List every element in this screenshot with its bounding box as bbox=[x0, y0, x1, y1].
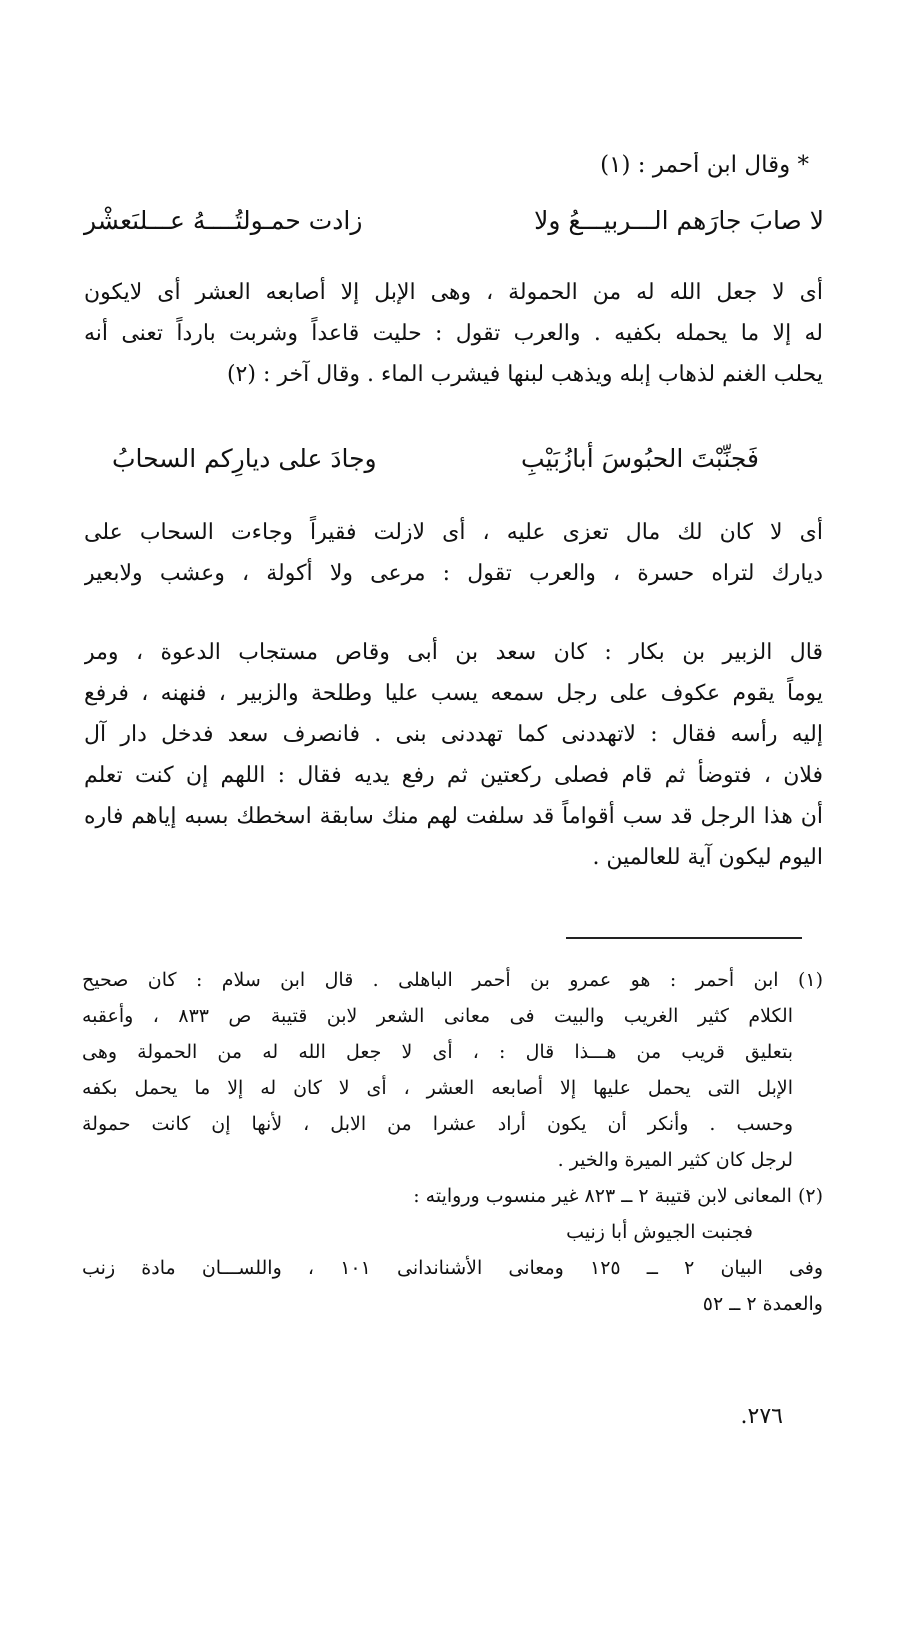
footnote-line: فجنبت الجيوش أبا زنيب bbox=[566, 1221, 753, 1243]
page-number: .٢٧٦ bbox=[740, 1404, 783, 1429]
footnotes bbox=[82, 962, 823, 1322]
footnote-line: وحسب . وأنكر أن يكون أراد عشرا من الابل ، لأنها إن كانت حمولة bbox=[82, 1113, 793, 1135]
paragraph-line: أى لا كان لك مال تعزى عليه ، أى لازلت فقيراً وجاءت السحاب على bbox=[84, 520, 823, 545]
intro-line: * وقال ابن أحمر : (١) bbox=[600, 152, 809, 178]
paragraph-line: قال الزبير بن بكار : كان سعد بن أبى وقاص مستجاب الدعوة ، ومر bbox=[84, 640, 823, 665]
paragraph-line: له إلا ما يحمله بكفيه . والعرب تقول : حليت قاعداً وشربت بارداً تعنى أنه bbox=[84, 321, 823, 346]
paragraph-line: اليوم ليكون آية للعالمين . bbox=[592, 845, 823, 870]
footnote-line: الكلام كثير الغريب والبيت فى معانى الشعر لابن قتيبة ص ٨٣٣ ، وأعقبه bbox=[82, 1005, 793, 1027]
footnote-line: الإبل التى يحمل عليها إلا أصابعه العشر ، أى لا كان له إلا ما يحمل بكفه bbox=[82, 1077, 793, 1099]
footnote-line: لرجل كان كثير الميرة والخير . bbox=[557, 1149, 793, 1171]
paragraph-line: يوماً يقوم عكوف على رجل سمعه يسب عليا وطلحة والزبير ، فنهنه ، فرفع bbox=[84, 681, 823, 706]
footnote-line: (١) ابن أحمر : هو عمرو بن أحمر الباهلى . قال ابن سلام : كان صحيح bbox=[82, 969, 823, 991]
verse2-left-hemistich: وجادَ على ديارِكم السحابُ bbox=[112, 444, 377, 473]
paragraph-line: يحلب الغنم لذهاب إبله ويذهب لبنها فيشرب الماء . وقال آخر : (٢) bbox=[226, 362, 823, 387]
footnote-separator bbox=[566, 937, 802, 939]
verse2-right-hemistich: فَجنِّبْتَ الحبُوسَ أبازُبَيْبِ bbox=[521, 444, 759, 473]
verse1-left-hemistich: زادت حمـولتُــــهُ عـــلىَعشْر bbox=[84, 206, 363, 235]
footnote-line: بتعليق قريب من هـــذا قال : ، أى لا جعل الله له من الحمولة وهى bbox=[82, 1041, 793, 1063]
paragraph-line: أى لا جعل الله له من الحمولة ، وهى الإبل إلا أصابعه العشر أى لايكون bbox=[84, 280, 823, 305]
footnote-line: والعمدة ٢ ــ ٥٢ bbox=[702, 1293, 823, 1315]
paragraph-line: ديارك لتراه حسرة ، والعرب تقول : مرعى ولا أكولة ، وعشب ولابعير bbox=[84, 561, 823, 586]
paragraph-1 bbox=[84, 272, 823, 395]
paragraph-3 bbox=[84, 632, 823, 878]
paragraph-line: أن هذا الرجل قد سب أقواماً قد سلفت لهم منك سابقة اسخطك بسبه إياهم فاره bbox=[84, 804, 823, 829]
paragraph-line: إليه رأسه فقال : لاتهددنى كما تهددنى بنى . فانصرف سعد فدخل دار آل bbox=[84, 722, 823, 747]
footnote-line: وفى البيان ٢ ــ ١٢٥ ومعانى الأشناندانى ١٠١ ، واللســـان مادة زنب bbox=[82, 1257, 823, 1279]
paragraph-line: فلان ، فتوضأ ثم قام فصلى ركعتين ثم رفع يديه فقال : اللهم إن كنت تعلم bbox=[84, 763, 823, 788]
verse1-right-hemistich: لا صابَ جارَهم الـــربيـــعُ ولا bbox=[534, 206, 824, 235]
footnote-line: (٢) المعانى لابن قتيبة ٢ ــ ٨٢٣ غير منسوب وروايته : bbox=[413, 1185, 823, 1207]
paragraph-2 bbox=[84, 512, 823, 594]
